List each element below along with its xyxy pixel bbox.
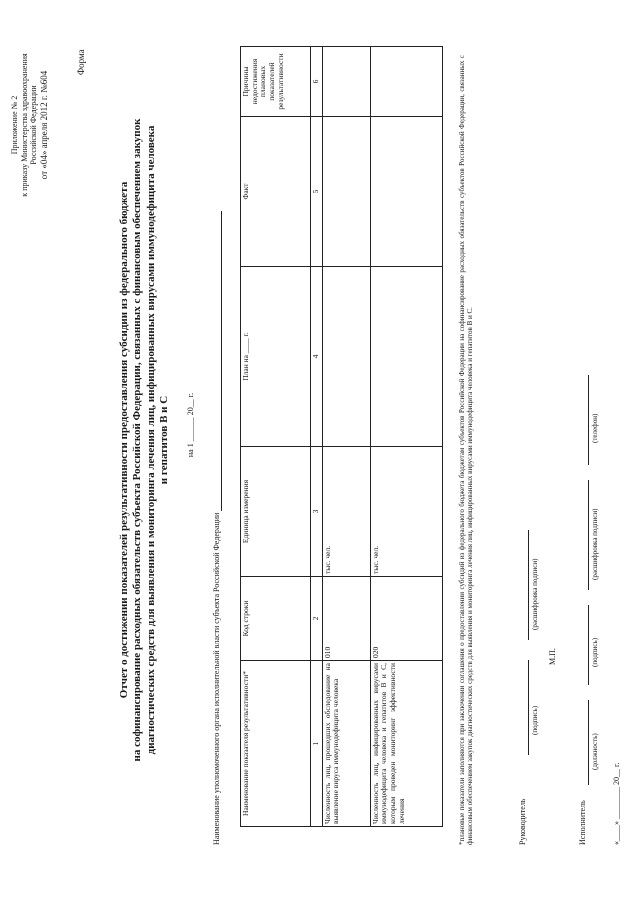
plan-cell[interactable] [370, 267, 442, 447]
column-number: 3 [311, 447, 323, 577]
header-cell: Код строки [241, 577, 311, 661]
executor-label: Исполнитель [578, 800, 587, 845]
table-number-row [311, 47, 323, 827]
title-line: Отчет о достижении показателей результативности предоставления субсидии из федерального бюджета [118, 181, 130, 699]
phone-line[interactable] [588, 375, 589, 465]
title-line: на софинансирование расходных обязательств субъекта Российской Федерации, связанных с финансовым обеспечением закупок [131, 118, 144, 762]
header-cell: Факт [241, 117, 311, 267]
column-number: 6 [311, 47, 323, 117]
column-number: 1 [311, 661, 323, 827]
decoding-caption: (расшифровка подписи) [591, 508, 599, 580]
signature-caption: (подпись) [531, 705, 539, 735]
table-row [322, 47, 370, 827]
position-caption: (должность) [591, 733, 599, 770]
header-cell: Единица измерения [241, 447, 311, 577]
head-label: Руководитель [518, 798, 527, 845]
reason-cell[interactable] [370, 47, 442, 117]
phone-caption: (телефон) [591, 413, 599, 443]
appendix-line: к приказу Министерства здравоохранения [19, 53, 29, 197]
row-code: 010 [322, 577, 370, 661]
appendix-line: Приложение № 2 [10, 95, 19, 155]
stamp-label: М.П. [548, 648, 557, 665]
fact-cell[interactable] [370, 117, 442, 267]
title-line: и гепатитов В и С [158, 395, 171, 485]
indicator-name: Численность лиц, прошедших обследование на выявление вируса иммунодефицита человека [322, 661, 370, 827]
fact-cell[interactable] [322, 117, 370, 267]
title-line: диагностических средств для выявления и мониторинга лечения лиц, инфицированных вирусами иммунодефицита человека [144, 125, 157, 755]
authority-input-line [212, 211, 222, 511]
appendix-line: от «04» апреля 2012 г. №604 [38, 70, 49, 180]
position-line[interactable] [588, 700, 589, 785]
report-date: на 1 ______ 20__ г. [186, 392, 195, 458]
decoding-caption: (расшифровка подписи) [531, 558, 539, 630]
report-table [240, 46, 443, 827]
table-header-row [241, 47, 311, 827]
report-title [118, 45, 172, 835]
unit-cell: тыс. чел. [322, 447, 370, 577]
table-row [370, 47, 442, 827]
row-code: 020 [370, 577, 442, 661]
unit-cell: тыс. чел. [370, 447, 442, 577]
header-cell: План на ____ г. [241, 267, 311, 447]
column-number: 5 [311, 117, 323, 267]
plan-cell[interactable] [322, 267, 370, 447]
date-line: «____» ________ 20__ г. [612, 762, 621, 845]
indicator-name: Численность лиц, инфицированных вирусами иммунодефицита человека и гепатитов В и С, которым проведен мониторинг эффективности лечения [370, 661, 442, 827]
executor-decoding-line[interactable] [588, 480, 589, 590]
footnote: *плановые показатели заполняются при заключении соглашения о предоставлении субсидий из федерального бюджета бюджетам субъектов Российской Федерации на софинансирование расходных обязательств субъектов Российской Федерации, связанных с финансовым обеспечением закупок диагностических средств для выявления и мониторинга лечения лиц, инфицированных вирусами иммунодефицита человека и гепатитов В и С. [458, 55, 475, 845]
header-cell: Причины недостижения плановых показателей результативности [241, 47, 311, 117]
head-decoding-line[interactable] [528, 530, 529, 640]
executor-signature-line[interactable] [588, 605, 589, 685]
form-label: Форма [76, 49, 86, 75]
reason-cell[interactable] [322, 47, 370, 117]
appendix-line: Российской Федерации [29, 85, 39, 165]
column-number: 2 [311, 577, 323, 661]
column-number: 4 [311, 267, 323, 447]
header-cell: Наименование показателя результативности* [241, 661, 311, 827]
authority-label: Наименование уполномоченного органа исполнительной власти субъекта Российской Федерации [212, 211, 222, 845]
head-signature-line[interactable] [528, 660, 529, 755]
signature-caption: (подпись) [591, 637, 599, 667]
appendix-block [10, 25, 50, 225]
